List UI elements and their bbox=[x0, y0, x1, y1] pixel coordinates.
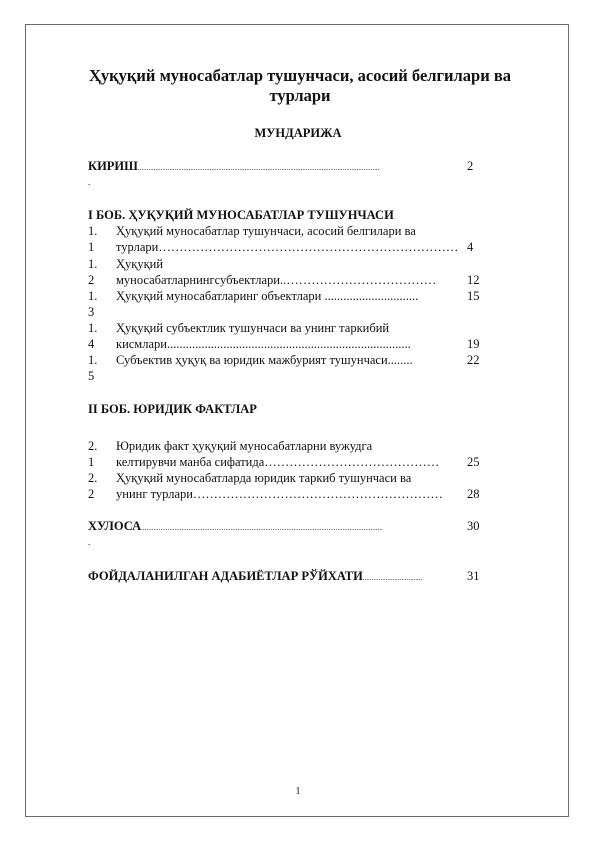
item-1-5-line1[interactable]: Субъектив ҳуқуқ ва юридик мажбурият тушунчаси........ bbox=[116, 353, 413, 367]
item-2-2-line2[interactable]: унинг турлари…………………………………………………… bbox=[116, 487, 443, 501]
page-border bbox=[25, 24, 569, 817]
toc-conclusion-dot: . bbox=[88, 537, 91, 547]
item-1-4-num2: 4 bbox=[88, 337, 95, 351]
toc-conclusion[interactable] bbox=[88, 518, 383, 536]
item-1-5-num2: 5 bbox=[88, 369, 95, 383]
item-2-2-page: 28 bbox=[467, 487, 480, 501]
item-1-2-page: 12 bbox=[467, 273, 480, 287]
item-1-1-num2: 1 bbox=[88, 240, 95, 254]
item-1-3-num2: 3 bbox=[88, 305, 95, 319]
item-1-5-num1: 1. bbox=[88, 353, 98, 367]
item-1-2-line1[interactable]: Ҳуқуқий bbox=[116, 257, 164, 271]
toc-conclusion-page: 30 bbox=[467, 519, 480, 533]
toc-conclusion-label: ХУЛОСА bbox=[88, 519, 142, 533]
item-1-4-num1: 1. bbox=[88, 321, 98, 335]
item-1-4-line1[interactable]: Ҳуқуқий субъектлик тушунчаси ва унинг таркибий bbox=[116, 321, 390, 335]
item-1-1-num1: 1. bbox=[88, 224, 98, 238]
item-1-2-num2: 2 bbox=[88, 273, 95, 287]
toc-intro-dots: .......................................................................................................................................... bbox=[137, 164, 380, 172]
item-1-4-line2[interactable]: кисмлари.............................................................................. bbox=[116, 337, 411, 351]
item-1-1-line1[interactable]: Ҳуқуқий муносабатлар тушунчаси, асосий белгилари ва bbox=[116, 224, 416, 238]
item-1-1-page: 4 bbox=[467, 240, 474, 254]
item-2-2-line1[interactable]: Ҳуқуқий муносабатларда юридик таркиб тушунчаси ва bbox=[116, 471, 412, 485]
item-1-2-line2[interactable]: муносабатларнингсубъектлари..……………………………… bbox=[116, 273, 437, 287]
toc-references[interactable] bbox=[88, 568, 422, 586]
item-1-3-page: 15 bbox=[467, 289, 480, 303]
item-2-1-line1[interactable]: Юридик факт ҳуқуқий муносабатларни вужудга bbox=[116, 439, 373, 453]
item-1-1-line2[interactable]: турлари……………………………………………………………… bbox=[116, 240, 459, 254]
toc-heading: МУНДАРИЖА bbox=[254, 126, 342, 140]
item-1-3-num1: 1. bbox=[88, 289, 98, 303]
page-number: 1 bbox=[295, 786, 301, 797]
toc-references-label: ФОЙДАЛАНИЛГАН АДАБИЁТЛАР РЎЙХАТИ bbox=[88, 569, 363, 583]
toc-conclusion-dots: .......................................................................................................................................... bbox=[141, 524, 383, 532]
item-2-1-line2[interactable]: келтирувчи манба сифатида…………………………………… bbox=[116, 455, 440, 469]
item-1-3-line1[interactable]: Ҳуқуқий муносабатларинг объектлари .............................. bbox=[116, 289, 419, 303]
chapter1-title[interactable]: I БОБ. ҲУҚУҚИЙ МУНОСАБАТЛАР ТУШУНЧАСИ bbox=[88, 208, 394, 222]
toc-references-page: 31 bbox=[467, 569, 480, 583]
item-1-4-page: 19 bbox=[467, 337, 480, 351]
toc-intro[interactable] bbox=[88, 158, 379, 176]
document-title: Ҳуқуқий муносабатлар тушунчаси, асосий белгилари ва турлари bbox=[89, 66, 511, 105]
toc-intro-dot: . bbox=[88, 177, 91, 187]
item-2-2-num1: 2. bbox=[88, 471, 98, 485]
item-2-1-page: 25 bbox=[467, 455, 480, 469]
toc-intro-page: 2 bbox=[467, 159, 474, 173]
chapter2-title[interactable]: II БОБ. ЮРИДИК ФАКТЛАР bbox=[88, 402, 257, 416]
item-2-2-num2: 2 bbox=[88, 487, 95, 501]
toc-intro-label: КИРИШ bbox=[88, 159, 138, 173]
item-1-5-page: 22 bbox=[467, 353, 480, 367]
item-1-2-num1: 1. bbox=[88, 257, 98, 271]
toc-references-dots: .................................. bbox=[362, 574, 423, 582]
item-2-1-num1: 2. bbox=[88, 439, 98, 453]
item-2-1-num2: 1 bbox=[88, 455, 95, 469]
